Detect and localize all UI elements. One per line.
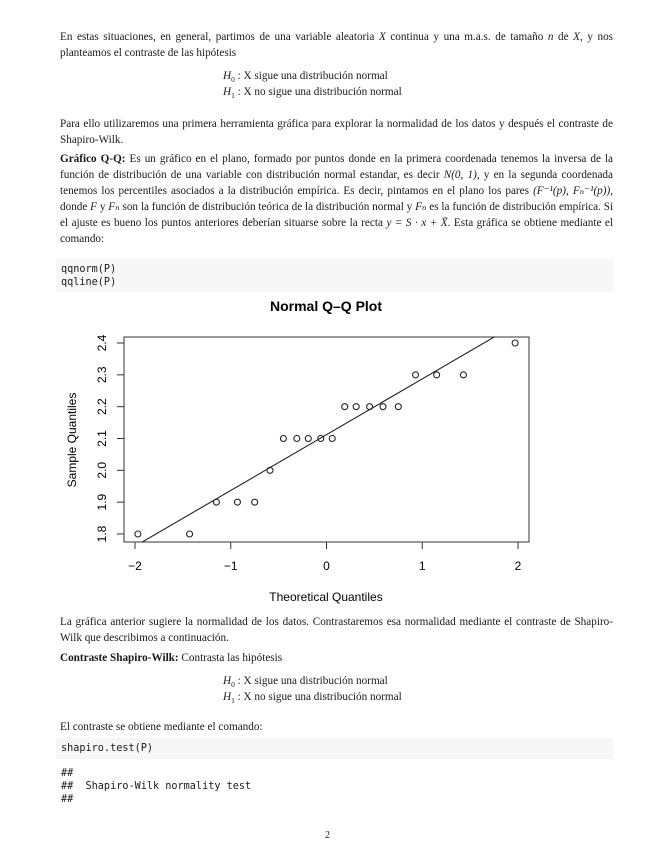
page-number: 2 <box>325 830 330 841</box>
data-point <box>305 436 311 442</box>
data-point <box>135 531 141 537</box>
math-expr: N(0, 1) <box>443 169 477 181</box>
math-expr: F <box>90 201 98 213</box>
h-text: : X sigue una distribución normal <box>234 70 388 82</box>
x-tick-label: 1 <box>418 559 426 573</box>
data-point <box>413 372 419 378</box>
section-heading: Gráfico Q-Q: <box>60 153 126 165</box>
intro-text: En estas situaciones, en general, partimos de una variable aleatoria <box>60 31 375 43</box>
y-tick-label: 1.8 <box>95 525 109 543</box>
h-subscript: 0 <box>231 680 235 690</box>
data-point <box>252 499 258 505</box>
h-label: H <box>223 691 232 703</box>
plot-frame <box>124 337 529 542</box>
qq-reference-line <box>116 312 537 557</box>
intro-text: , y nos planteamos el contraste de las hipótesis <box>60 31 614 59</box>
data-point <box>460 372 466 378</box>
intro-paragraph <box>60 29 613 61</box>
intro-text: de <box>558 31 569 43</box>
h-label: H <box>223 70 232 82</box>
math-var: X <box>378 31 386 43</box>
qq-text: . Esta gráfica se obtiene mediante el comando: <box>60 217 614 245</box>
code-block-shapiro <box>56 738 613 759</box>
math-expr: (F⁻¹(p), Fₙ⁻¹(p)) <box>533 185 611 197</box>
code-block-qq <box>56 259 613 292</box>
r-output <box>61 767 251 806</box>
y-tick-label: 2.3 <box>95 366 109 384</box>
x-tick-label: 2 <box>514 559 522 573</box>
qq-text: Es un gráfico en el plano, formado por puntos donde en la primera coordenada tenemos la inversa de la función de distribución de una variable con distribución normal estandar, es decir <box>60 153 614 181</box>
h-subscript: 1 <box>231 91 235 101</box>
hypotheses-block <box>223 68 402 100</box>
data-point <box>512 340 518 346</box>
command-paragraph: El contraste se obtiene mediante el comando: <box>60 721 263 733</box>
data-point <box>342 404 348 410</box>
qq-text: , y en la segunda coordenada tenemos los percentiles asociados a la distribución empírica. Es decir, pintamos en el plano los pares <box>60 169 613 197</box>
data-point <box>234 499 240 505</box>
sw-text: Contrasta las hipótesis <box>181 652 283 664</box>
math-var: n <box>547 31 554 43</box>
code-line: qqline(P) <box>61 277 117 288</box>
sw-heading-paragraph <box>60 650 613 666</box>
code-line: shapiro.test(P) <box>61 743 154 754</box>
data-point <box>294 436 300 442</box>
x-tick-label: 0 <box>323 559 330 573</box>
hypothesis-h1 <box>223 689 402 705</box>
y-tick-label: 2.4 <box>95 334 109 352</box>
h-label: H <box>223 675 232 687</box>
data-point <box>353 404 359 410</box>
data-points <box>135 340 518 537</box>
x-tick-label: −1 <box>223 559 238 573</box>
y-tick-label: 2.2 <box>95 398 109 416</box>
math-expr: y = S · x + X̄ <box>386 217 448 229</box>
hypothesis-h1 <box>223 84 402 100</box>
hypotheses-block-2 <box>223 673 402 705</box>
qq-text: son la función de distribución teórica de la distribución normal y <box>122 201 413 213</box>
output-line: ## <box>61 768 74 779</box>
qq-plot-chart <box>0 290 655 610</box>
data-point <box>213 499 219 505</box>
data-point <box>187 531 193 537</box>
h-label: H <box>223 86 232 98</box>
x-axis <box>128 542 522 573</box>
y-axis <box>95 334 124 542</box>
data-point <box>329 436 335 442</box>
code-line: qqnorm(P) <box>61 264 117 275</box>
x-tick-label: −2 <box>128 559 142 573</box>
intro-text: continua y una m.a.s. de tamaño <box>390 31 544 43</box>
y-tick-label: 2.0 <box>95 461 109 479</box>
qq-text: y <box>99 201 106 213</box>
h-text: : X sigue una distribución normal <box>234 675 388 687</box>
after-plot-paragraph: La gráfica anterior sugiere la normalidad de los datos. Contrastaremos esa normalidad mediante el contraste de Shapiro-Wilk que describimos a continuación. <box>60 616 613 644</box>
y-axis-label: Sample Quantiles <box>65 392 79 488</box>
output-line: ## Shapiro-Wilk normality test <box>61 781 252 792</box>
qq-text: es la función de distribución empírica. Si el ajuste es bueno los puntos anteriores deberían situarse sobre la recta <box>60 201 614 229</box>
data-point <box>380 404 386 410</box>
data-point <box>434 372 440 378</box>
hypothesis-h0 <box>223 673 402 689</box>
y-tick-label: 2.1 <box>95 430 109 447</box>
x-axis-label: Theoretical Quantiles <box>269 590 383 604</box>
h-subscript: 0 <box>231 75 235 85</box>
h-text: : X no sigue una distribución normal <box>234 86 402 98</box>
output-line: ## <box>61 794 74 805</box>
y-tick-label: 1.9 <box>95 493 109 511</box>
math-expr: Fₙ <box>108 201 120 213</box>
hypothesis-h0 <box>223 68 402 84</box>
math-expr: Fₙ <box>415 201 427 213</box>
section-heading: Contraste Shapiro-Wilk: <box>60 652 179 664</box>
data-point <box>395 404 401 410</box>
qq-text: , donde <box>60 185 614 213</box>
data-point <box>280 436 286 442</box>
math-var: X <box>573 31 580 43</box>
h-text: : X no sigue una distribución normal <box>234 691 402 703</box>
data-point <box>267 467 273 473</box>
tools-paragraph: Para ello utilizaremos una primera herramienta gráfica para explorar la normalidad de los datos y después el contraste de Shapiro-Wilk. <box>60 118 613 146</box>
qq-description <box>60 151 613 247</box>
h-subscript: 1 <box>231 696 235 706</box>
chart-title: Normal Q–Q Plot <box>269 298 383 314</box>
data-point <box>367 404 373 410</box>
